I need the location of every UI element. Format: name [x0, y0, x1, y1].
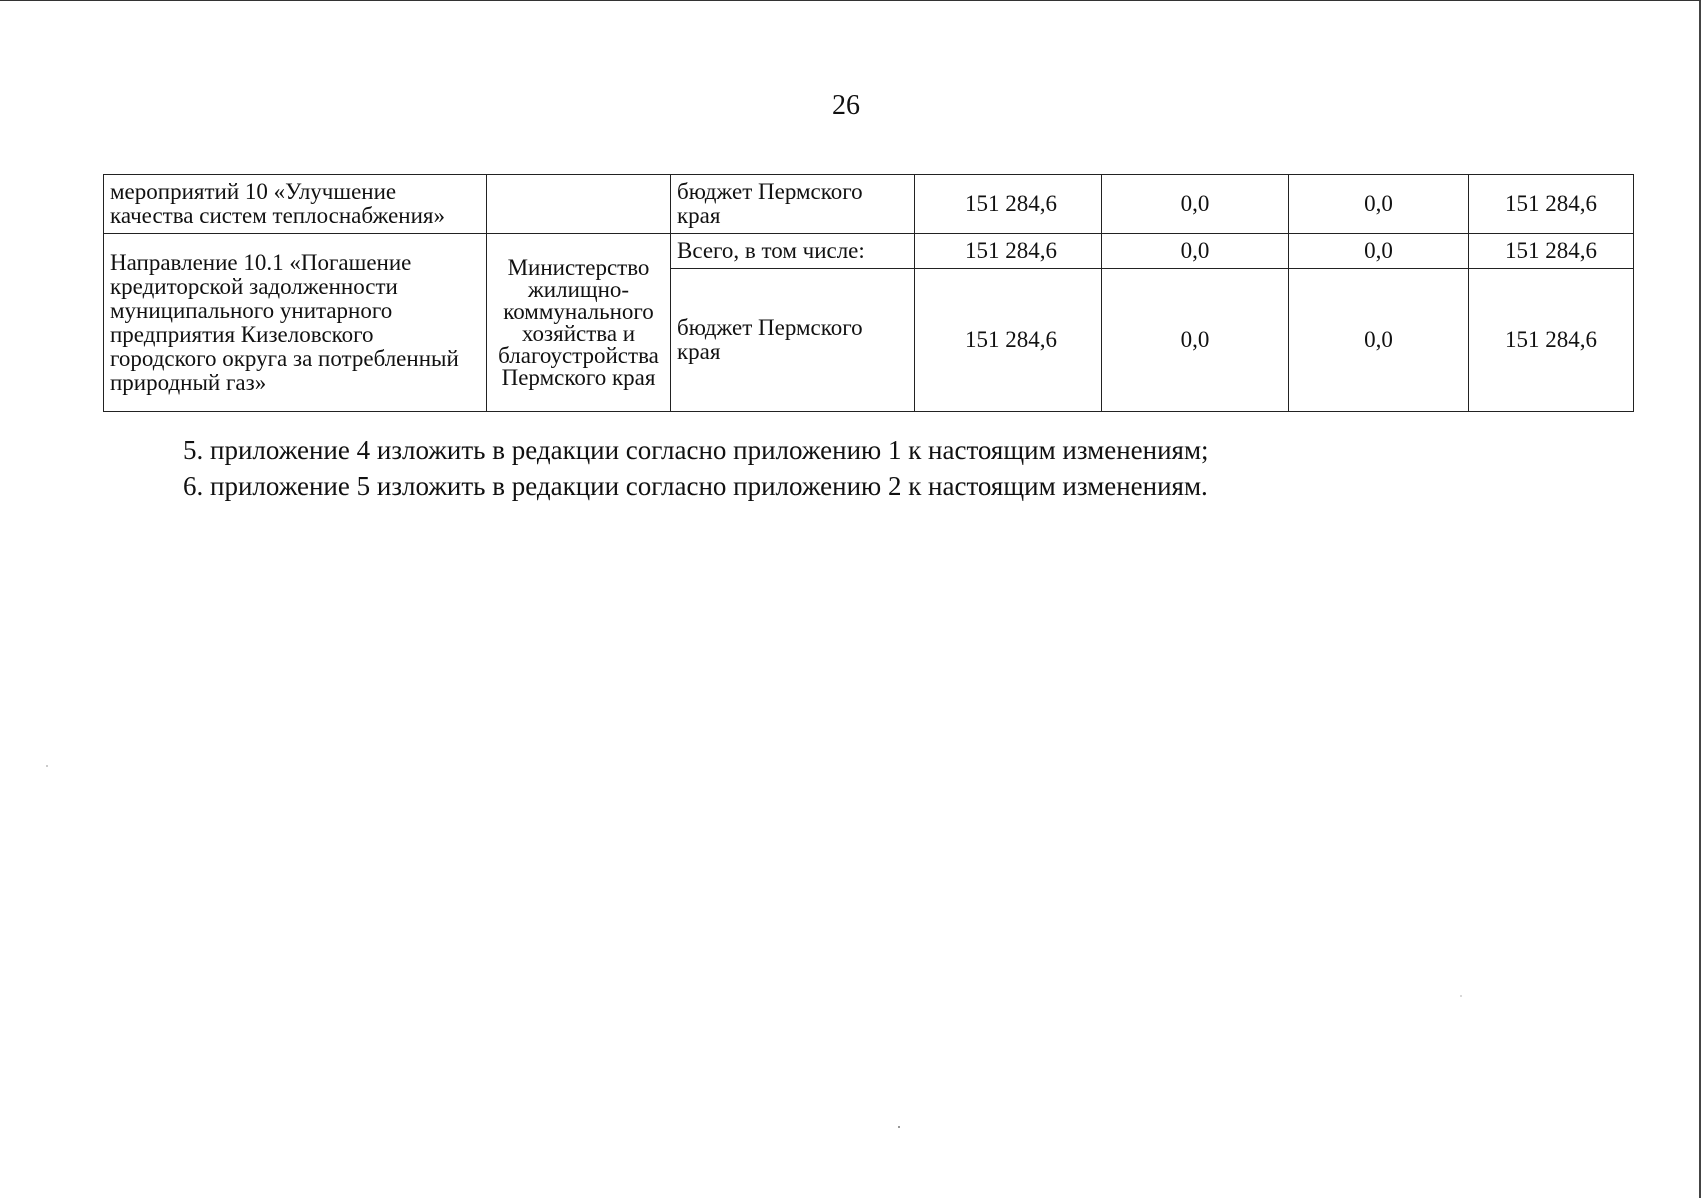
funding-source-cell: [671, 175, 915, 234]
scan-speck: [898, 1126, 900, 1128]
value-year3-cell: [1289, 175, 1469, 234]
value-year2-cell: [1102, 175, 1289, 234]
paragraph-item-6: 6. приложение 5 изложить в редакции согласно приложению 2 к настоящим изменениям.: [183, 471, 1208, 501]
funding-source: бюджет Пермского края: [677, 315, 863, 364]
funding-source: Всего, в том числе:: [677, 238, 865, 263]
responsible-name: Министерство жилищно-коммунального хозяйства и благоустройства Пермского края: [498, 254, 659, 390]
value-year3: 0,0: [1364, 327, 1393, 352]
value-year2: 0,0: [1180, 191, 1210, 216]
value-year3: 0,0: [1364, 238, 1393, 263]
value-total: 151 284,6: [965, 327, 1057, 352]
table-row: [104, 234, 1634, 269]
paragraph-item-5: 5. приложение 4 изложить в редакции согласно приложению 1 к настоящим изменениям;: [183, 435, 1209, 465]
value-sum-cell: [1469, 175, 1634, 234]
page-number: 26: [832, 90, 860, 121]
row-name: Направление 10.1 «Погашение кредиторской задолженности муниципального унитарного предприятия Кизеловского городского округа за потребленный природный газ»: [110, 249, 459, 395]
scan-speck: [1460, 995, 1462, 997]
value-sum-cell: [1469, 234, 1634, 269]
value-sum: 151 284,6: [1505, 191, 1597, 216]
value-total: 151 284,6: [965, 238, 1057, 263]
funding-source-cell: [671, 234, 915, 269]
responsible-cell: [487, 175, 671, 234]
value-year2-cell: [1102, 234, 1289, 269]
scan-speck: [46, 765, 48, 767]
row-name-cell: [104, 234, 487, 412]
value-total: 151 284,6: [965, 191, 1057, 216]
value-sum-cell: [1469, 269, 1634, 412]
responsible-cell: [487, 234, 671, 412]
budget-table: [103, 174, 1634, 412]
value-year3: 0,0: [1364, 191, 1393, 216]
value-sum: 151 284,6: [1505, 327, 1597, 352]
funding-source: бюджет Пермского края: [677, 179, 863, 228]
value-year2: 0,0: [1180, 327, 1210, 352]
row-name: мероприятий 10 «Улучшение качества систем теплоснабжения»: [110, 179, 445, 228]
funding-source-cell: [671, 269, 915, 412]
value-total-cell: [915, 234, 1102, 269]
value-year3-cell: [1289, 234, 1469, 269]
row-name-cell: [104, 175, 487, 234]
value-total-cell: [915, 175, 1102, 234]
value-sum: 151 284,6: [1505, 238, 1597, 263]
table-row: [104, 175, 1634, 234]
value-year2-cell: [1102, 269, 1289, 412]
value-total-cell: [915, 269, 1102, 412]
value-year3-cell: [1289, 269, 1469, 412]
value-year2: 0,0: [1180, 238, 1210, 263]
